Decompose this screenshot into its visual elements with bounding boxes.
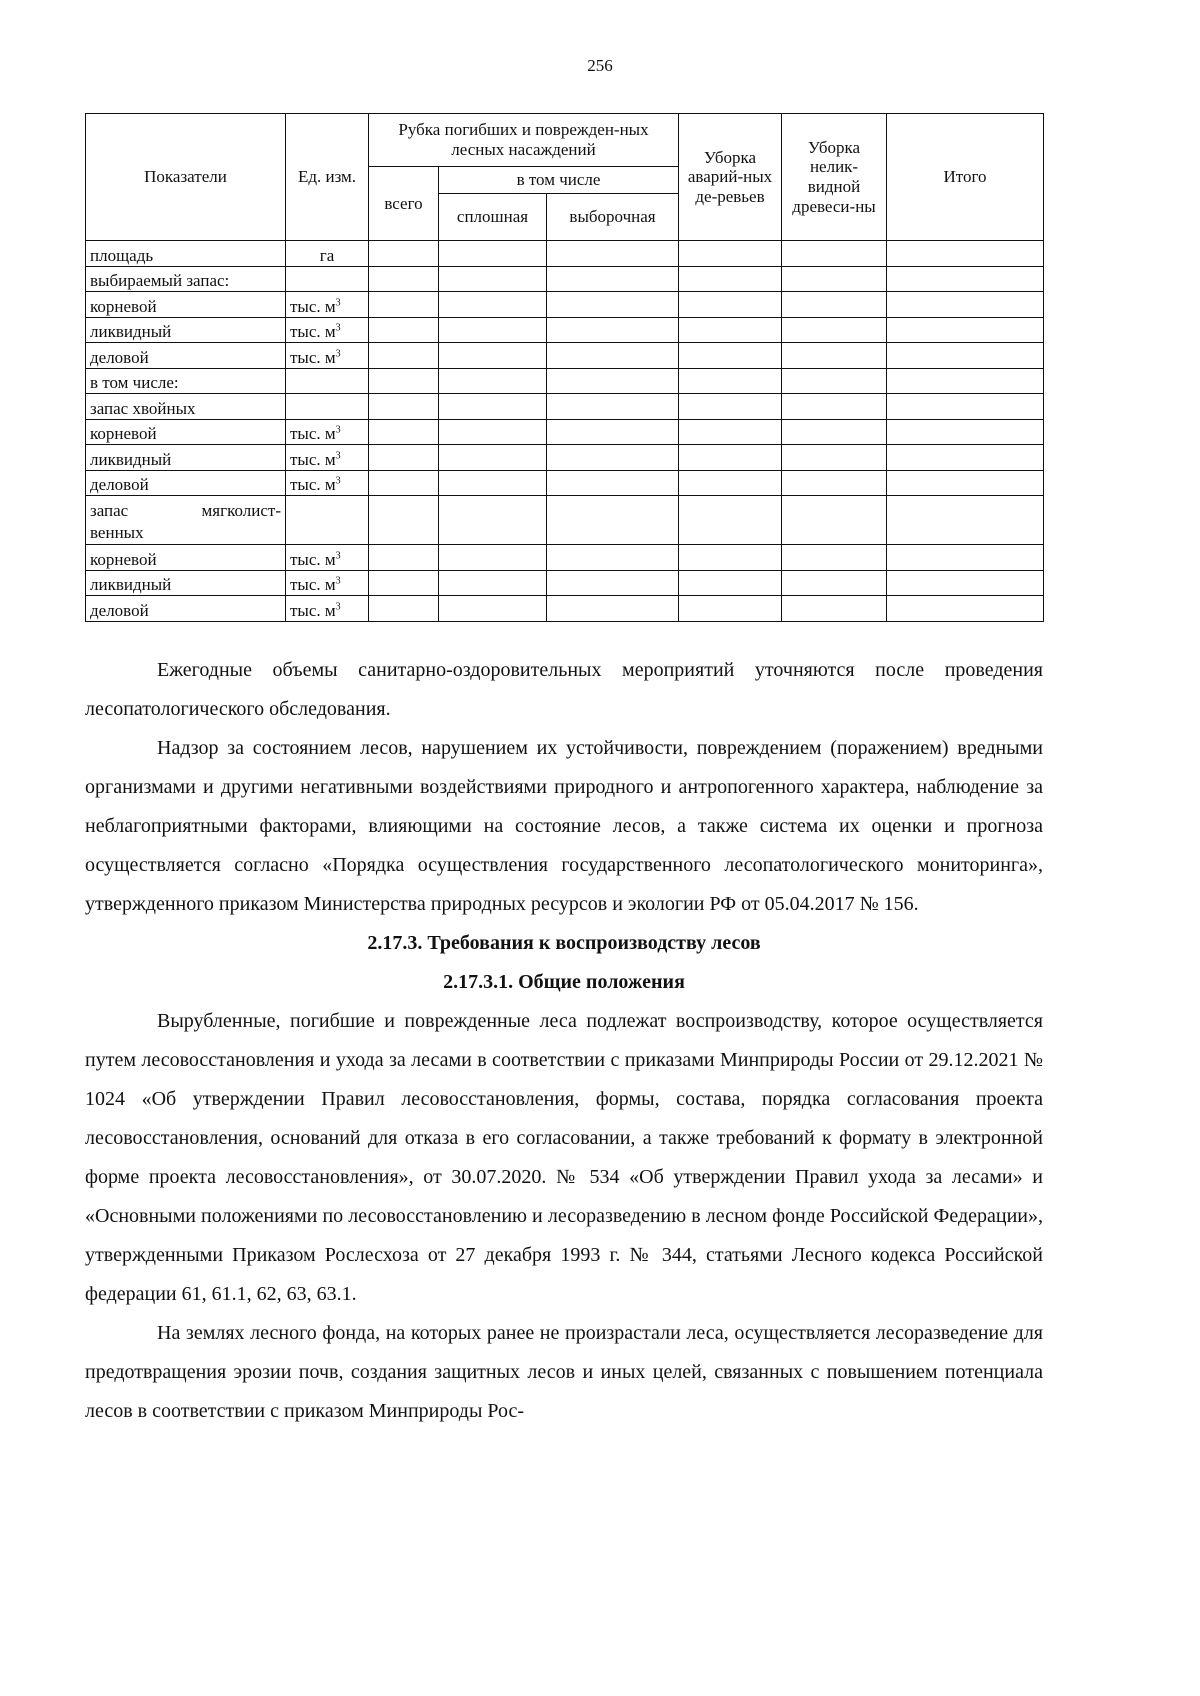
row-unit: га xyxy=(286,241,369,267)
row-unit: тыс. $м^3$ xyxy=(286,545,369,571)
section-heading-reproduction: 2.17.3. Требования к воспроизводству лесов xyxy=(367,932,761,954)
row-unit: тыс. $м^3$ xyxy=(286,292,369,318)
table-row xyxy=(86,545,1044,571)
table-row xyxy=(86,596,1044,622)
table-row xyxy=(86,496,1044,545)
row-label: корневой xyxy=(86,292,286,318)
row-label: запас мягколист- венных xyxy=(86,496,286,545)
header-selective-felling: выборочная xyxy=(547,194,679,241)
table-row xyxy=(86,445,1044,471)
paragraph-forest-supervision: Надзор за состоянием лесов, нарушением их устойчивости, повреждением (поражением) вредными организмами и другими негативными воздействиями природного и антропогенного характера, наблюдение за неблагоприятными факторами, влияющими на состояние лесов, а также система их оценки и прогноза осуществляется согласно «Порядка осуществления государственного лесопатологического мониторинга», утвержденного приказом Министерства природных ресурсов и экологии РФ от 05.04.2017 № 156. xyxy=(85,737,1043,915)
paragraph-annual-volumes: Ежегодные объемы санитарно-оздоровительных мероприятий уточняются после проведения лесопатологического обследования. xyxy=(85,659,1043,720)
row-label: ликвидный xyxy=(86,317,286,343)
header-clear-felling: сплошная xyxy=(439,194,547,241)
indicators-table xyxy=(85,113,1044,622)
table-row xyxy=(86,266,1044,292)
table-row xyxy=(86,317,1044,343)
header-unit: Ед. изм. xyxy=(286,114,369,241)
row-unit: тыс. $м^3$ xyxy=(286,419,369,445)
row-label: запас хвойных xyxy=(86,394,286,420)
header-felling-total: всего xyxy=(369,167,439,241)
row-label: корневой xyxy=(86,419,286,445)
paragraph-afforestation: На землях лесного фонда, на которых ранее не произрастали леса, осуществляется лесоразведение для предотвращения эрозии почв, создания защитных лесов и иных целей, связанных с повышением потенциала лесов в соответствии с приказом Минприроды Рос- xyxy=(85,1322,1043,1422)
row-label: деловой xyxy=(86,343,286,369)
row-unit: тыс. $м^3$ xyxy=(286,470,369,496)
header-including: в том числе xyxy=(439,167,679,194)
header-indicators: Показатели xyxy=(86,114,286,241)
row-label: выбираемый запас: xyxy=(86,266,286,292)
table-row xyxy=(86,570,1044,596)
row-label: корневой xyxy=(86,545,286,571)
header-felling-group: Рубка погибших и поврежден-ных лесных насаждений xyxy=(369,114,679,167)
row-label: деловой xyxy=(86,470,286,496)
table-row xyxy=(86,292,1044,318)
table-row xyxy=(86,470,1044,496)
header-total: Итого xyxy=(887,114,1044,241)
table-row xyxy=(86,343,1044,369)
table-row xyxy=(86,419,1044,445)
section-heading-general: 2.17.3.1. Общие положения xyxy=(443,971,685,993)
row-unit: тыс. $м^3$ xyxy=(286,570,369,596)
header-illiquid-wood: Уборка нелик-видной древеси-ны xyxy=(782,114,887,241)
paragraph-reproduction: Вырубленные, погибшие и поврежденные леса подлежат воспроизводству, которое осуществляется путем лесовосстановления и ухода за лесами в соответствии с приказами Минприроды России от 29.12.2021 № 1024 «Об утверждении Правил лесовосстановления, формы, состава, порядка согласования проекта лесовосстановления, оснований для отказа в его согласовании, а также требований к формату в электронной форме проекта лесовосстановления», от 30.07.2020. № 534 «Об утверждении Правил ухода за лесами» и «Основными положениями по лесовосстановлению и лесоразведению в лесном фонде Российской Федерации», утвержденными Приказом Рослесхоза от 27 декабря 1993 г. № 344, статьями Лесного кодекса Российской федерации 61, 61.1, 62, 63, 63.1. xyxy=(85,1010,1043,1305)
row-label: в том числе: xyxy=(86,368,286,394)
row-label: ликвидный xyxy=(86,445,286,471)
row-unit: тыс. $м^3$ xyxy=(286,343,369,369)
table-row xyxy=(86,394,1044,420)
table-row xyxy=(86,368,1044,394)
row-unit: тыс. $м^3$ xyxy=(286,317,369,343)
row-unit: тыс. $м^3$ xyxy=(286,596,369,622)
row-label: площадь xyxy=(86,241,286,267)
body-text xyxy=(85,651,1043,1431)
page-number: 256 xyxy=(587,56,613,75)
table-row xyxy=(86,241,1044,267)
header-emergency-trees: Уборка аварий-ных де-ревьев xyxy=(679,114,782,241)
row-label: ликвидный xyxy=(86,570,286,596)
row-label: деловой xyxy=(86,596,286,622)
row-unit: тыс. $м^3$ xyxy=(286,445,369,471)
